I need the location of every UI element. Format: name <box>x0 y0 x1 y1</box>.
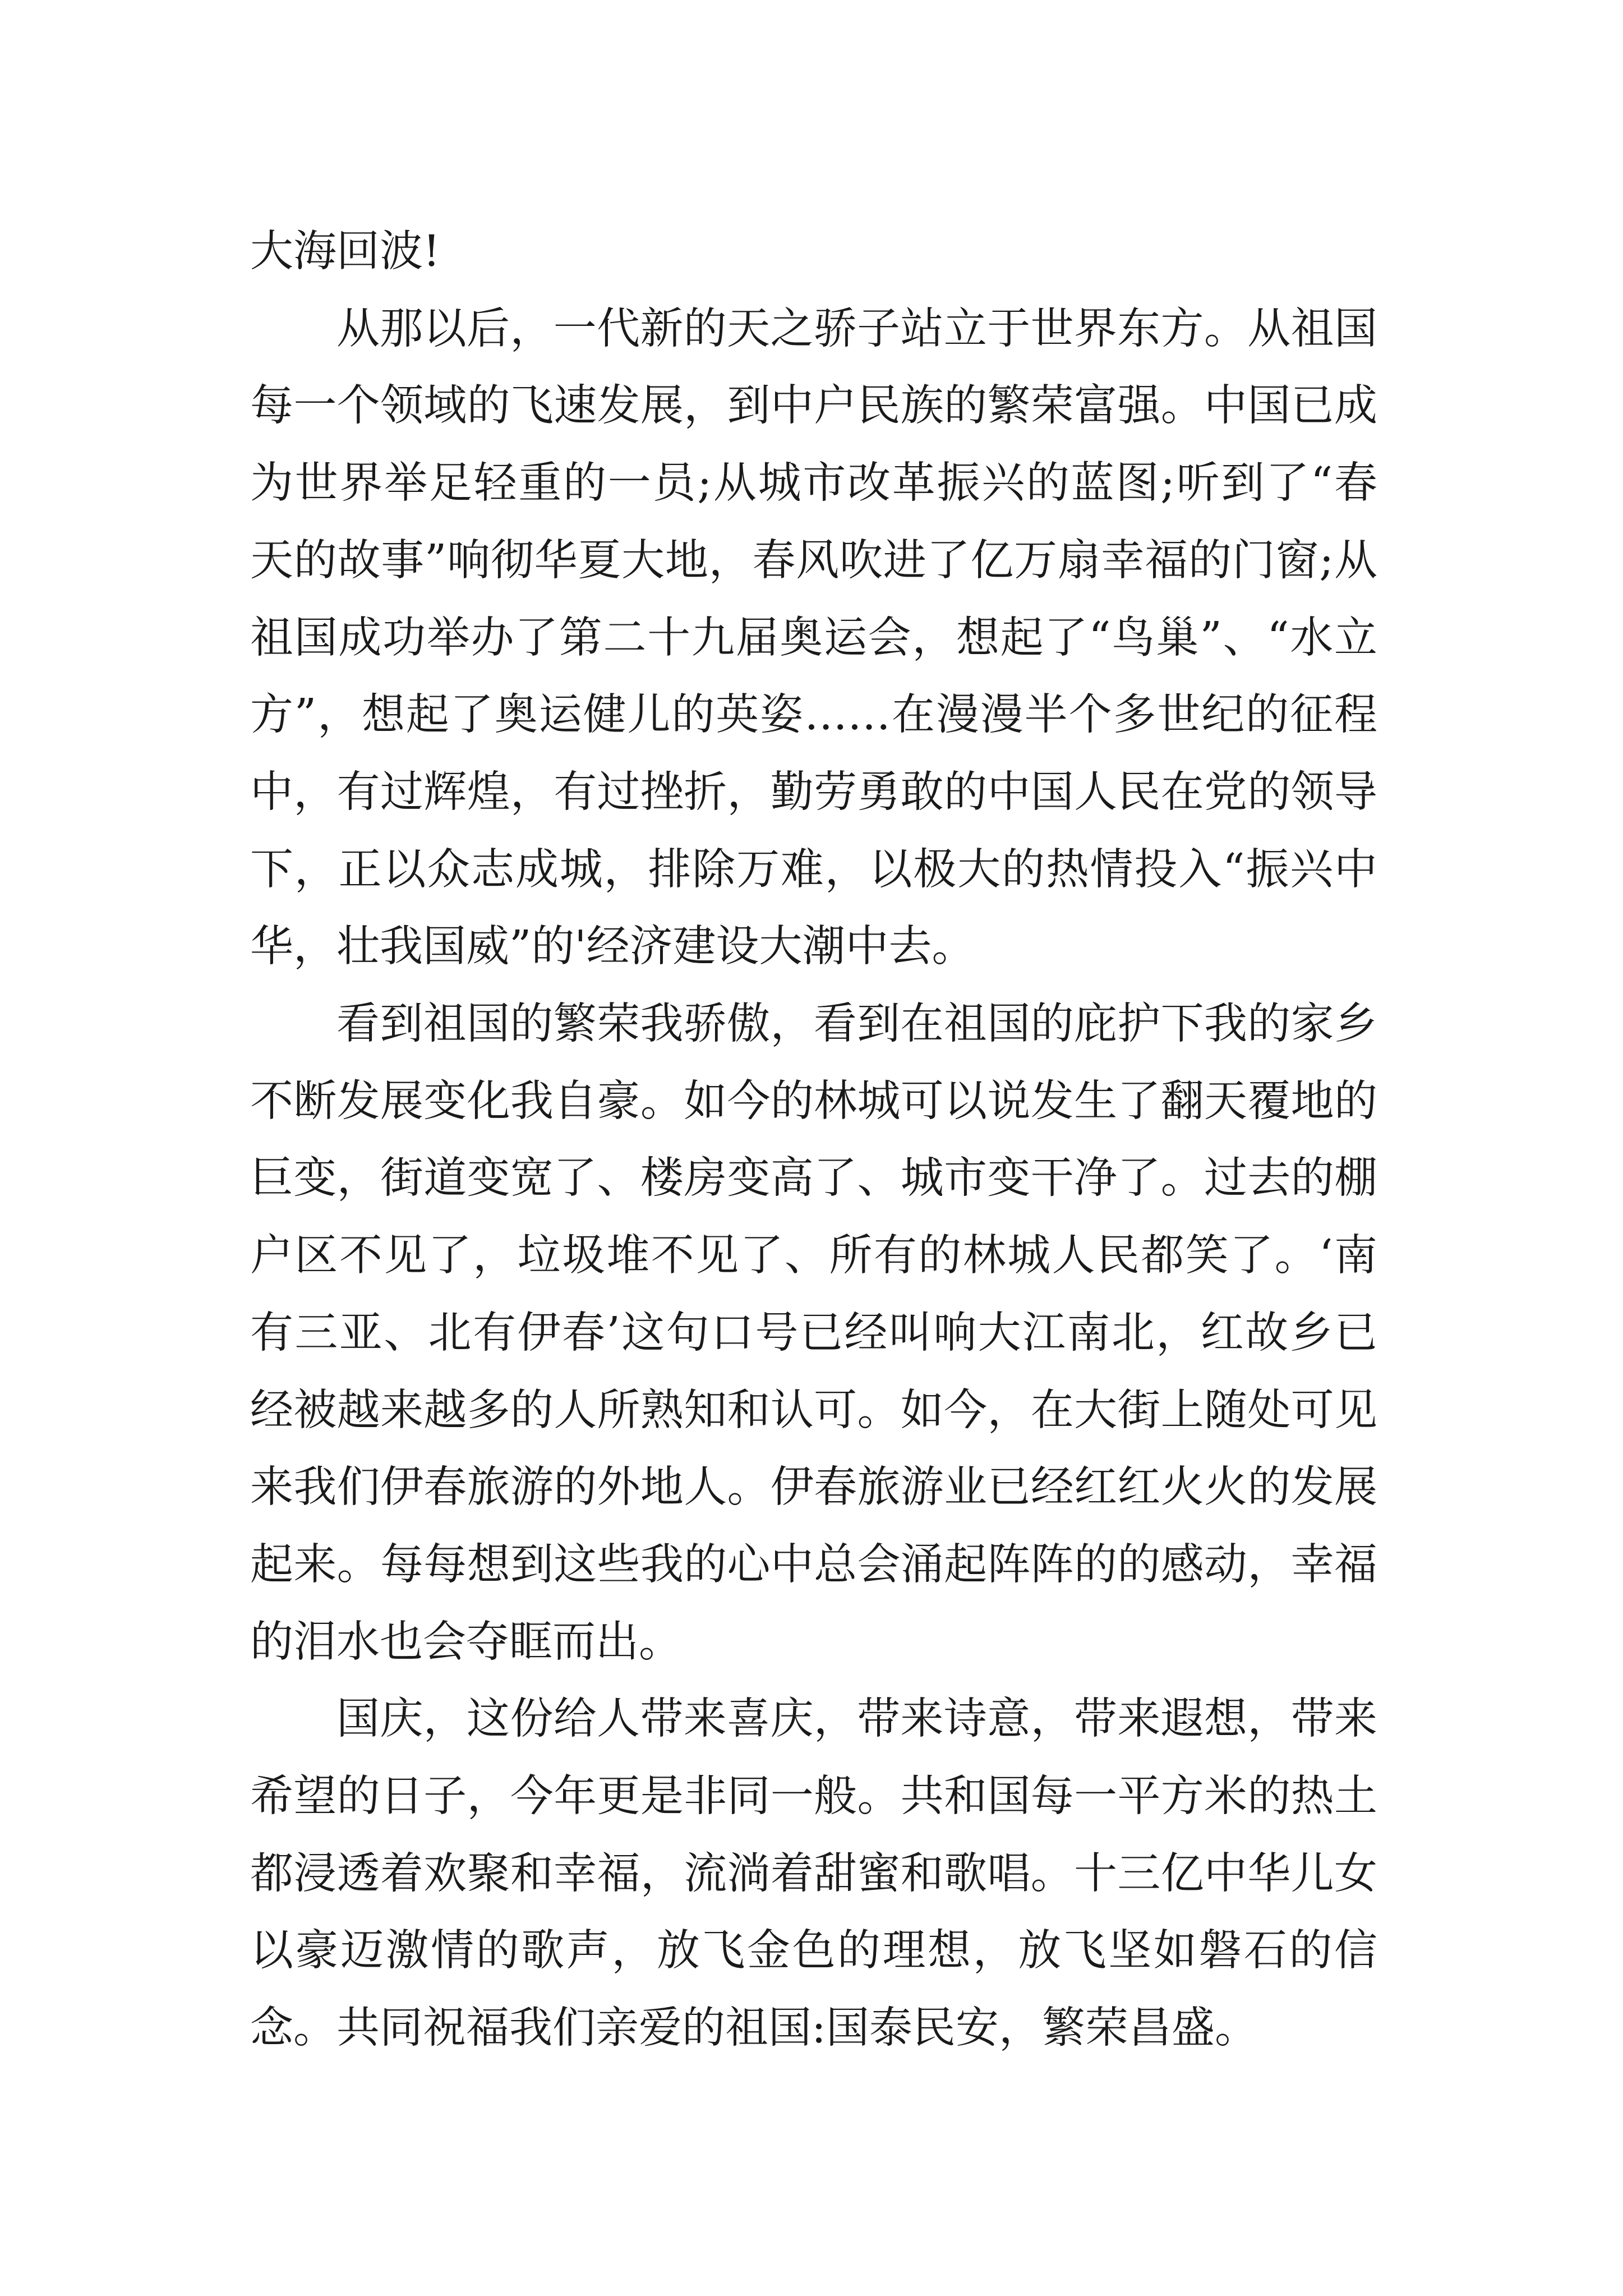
paragraph-national-development: 从那以后，一代新的天之骄子站立于世界东方。从祖国每一个领域的飞速发展，到中户民族的繁荣富强。中国已成为世界举足轻重的一员;从城市改革振兴的蓝图;听到了“春天的故事”响彻华夏大地，春风吹进了亿万扇幸福的门窗;从祖国成功举办了第二十九届奥运会，想起了“鸟巢”、“水立方”，想起了奥运健儿的英姿……在漫漫半个多世纪的征程中，有过辉煌，有过挫折，勤劳勇敢的中国人民在党的领导下，正以众志成城，排除万难，以极大的热情投入“振兴中华，壮我国威”的'经济建设大潮中去。 <box>250 303 1377 972</box>
paragraph-national-day-blessing: 国庆，这份给人带来喜庆，带来诗意，带来遐想，带来希望的日子，今年更是非同一般。共和国每一平方米的热土都浸透着欢聚和幸福，流淌着甜蜜和歌唱。十三亿中华儿女以豪迈激情的歌声，放飞金色的理想，放飞坚如磐石的信念。共同祝福我们亲爱的祖国:国泰民安，繁荣昌盛。 <box>250 1694 1377 2054</box>
document-body <box>250 213 1377 2067</box>
paragraph-continuation: 大海回波! <box>250 227 440 277</box>
paragraph-hometown-yichun: 看到祖国的繁荣我骄傲，看到在祖国的庇护下我的家乡不断发展变化我自豪。如今的林城可以说发生了翻天覆地的巨变，街道变宽了、楼房变高了、城市变干净了。过去的棚户区不见了，垃圾堆不见了、所有的林城人民都笑了。‘南有三亚、北有伊春’这句口号已经叫响大江南北，红故乡已经被越来越多的人所熟知和认可。如今，在大街上随处可见来我们伊春旅游的外地人。伊春旅游业已经红红火火的发展起来。每每想到这些我的心中总会涌起阵阵的的感动，幸福的泪水也会夺眶而出。 <box>250 999 1377 1667</box>
